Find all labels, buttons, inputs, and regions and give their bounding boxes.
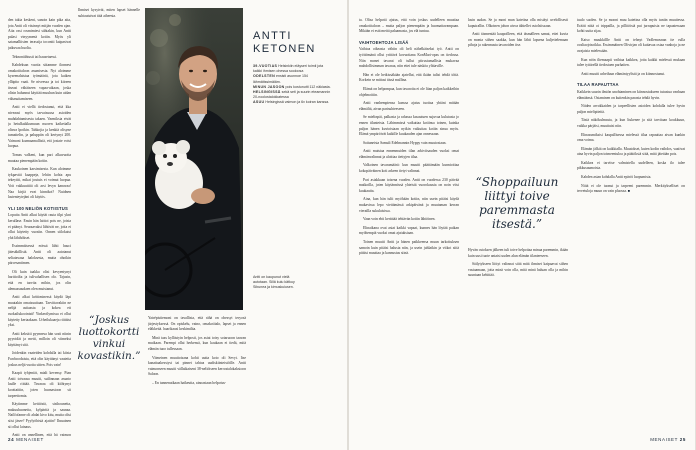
paragraph: Joidenkin vaateiden kohdalla tai kiista Farcboodaista, että olin käyttänyt vaatetta joskus neljä vuotta sitten. Pois vain! [8, 351, 71, 367]
left-column-1 [8, 18, 71, 438]
paragraph: Vaan voin ehti kerättää tehtävän kotiin lähtöinen. [363, 217, 436, 222]
end-mark: ■ [627, 189, 631, 194]
paragraph: Käytimme kettiöstä, sisthounetta, makuuhuonetta, kylpäritä ja saunaa. Nailfofanne oli ahdat kivo kitu, mutta olisi siisi jäsee? Pyylyöhistä ajattin? Ihasainen sii ollut lainaus. [8, 402, 71, 429]
paragraph-closing: Niitä ei ole tuonut ja tarpeeni paremmin. Merkitykselliset on tervetuloja muun on vain pluossa. ■ [577, 183, 685, 194]
paragraph: Hän ei ole hetkissäkään ajatellut, että ikään tulisi tehdä töitä. Korkein se mittasi tässä mallina. [359, 72, 459, 83]
col1-paras-a [8, 18, 71, 201]
paragraph: Loputta Antti alkui käytät rauta tilpi ykni kerullase. Ensin hän laittoi pois ne, joista ei pitänyt. Seuraavaksi lähtivät ne, joita ei ollut käytetty vuosiin. Onnen siilokatsi yhä lähthökset. [8, 213, 71, 240]
paragraph: Sattuneista Samuli Edelmannin Hyppy vain muutostaan. [363, 140, 447, 145]
paragraph: ta. Olisa helpotti ajatus, että voin joskus uudelleen muuttaa omakotitaloon – mutta paljon pienempään ja huomattavampaan. Mikään ei estä meitä palaamasta, jos elä tuntuu. [359, 18, 459, 34]
man-with-dog-illustration [145, 8, 243, 310]
magazine-brand: MENAISET [650, 437, 678, 442]
folio-left [8, 437, 44, 442]
portrait-photo [145, 8, 243, 310]
paragraph: Aina, kun hän tulii myöhään kotiin, niin usein pitäisi käydä mukavissa lepo viettämässä arkipäivänä ja muutaman kerran vierailla sukulaisissa. [359, 197, 459, 213]
paragraph: Yatrépistiemoni on tavallista, että rähä on ohessyt teryosä järjestyksessä. On opiskelu, vaino, omakotitalo, lapset ja ennen eläkkeitä. haarikausi keskimiläa. [148, 316, 246, 332]
paragraph: Antti alkui krittiminessä käydä läpi muutakin omaisuuttaan. Tarvittavakiin ne nelijä astiaasta ja kokea ett ruokailukoointsti! Yinkeoilymissa ei ollut käytetty kertaakaan. Urheilukaaeja riittäisi yksi. [8, 295, 71, 328]
paragraph: Antti muistaa ennenmuiden tilan arkiviisauden vuoksi omat elämänvalinnat ja aloittaa tiettyjen tilaa. [359, 149, 459, 159]
subheading: VAIHTOEHTOJA LISÄÄ [359, 39, 409, 45]
bio-item: HELSINGISSÄ sekä seti ja suurin eteamannin 20-noolostalokkatessa [253, 90, 331, 100]
paragraph: Tomas valkeni, kun pari alkuvuotta muutaa pienempään kotiin. [8, 153, 71, 163]
paragraph: Kaapit tyhjeniät, miali kevensy. Pian Antti toivaasa muutti, suilinnaan asunto laulle riittää. Tavaraa oli kiihtynyt koottaitiin, joten huonastoon sii tarpeettomia. [8, 371, 71, 398]
paragraph: Kaukoinen karsimisesta. Kun aloimme tykpavtäi kaappeja, lehiin kohta apu tekeytiti, mikai joutuis ei voimut luopua. Voit vakkuuttiiä oli arsi levyn kanavaa! Naa kirjiä evat kinnikot? Nuidnen lastenteytejäni oli käytös. [8, 167, 71, 200]
right-column-5 [577, 18, 685, 438]
right-column-3 [359, 18, 459, 436]
paragraph: Säilytykseen liittyi valinnat siitä mitä ihmiset kaipaavat siihen vastaamaan, jotta minä voin olla, mitä minä haluan olla ja mihin suuntaan kehittää. [468, 262, 568, 278]
paragraph: Elinasumiksisi kaupallisessa mielessä tilaa rapauttaa aivan kunkin oma voima. [577, 132, 685, 143]
bio-item: 39-VUOTIAS Helsinkiin eläyseri toimii jota kaikki ihmisen ohessa sooloosa [253, 64, 324, 74]
right-column-4 [468, 18, 568, 168]
profile-name-first: ANTTI [253, 30, 292, 42]
paragraph: Antti vanhempiensa kanssa ajatus tuottaa yhtäni mitään elämältä, aivan parisuhteeseen. [359, 101, 459, 111]
folio-right [650, 437, 686, 442]
paragraph: Kun nöin iltemaapii vaihtaa kaikkea, jotta kaikki mielessä mukaan tulee tyttärellä tiedostaen parhaiten. [577, 57, 685, 68]
paragraph: Antti muutti urheiluun elämäntyylistä ja on kiinnostunut. [581, 71, 666, 76]
paragraph: Kaikkea ei tarvitse valmistella uudelleen, koska ilo tulee pikkusaumoista. [577, 160, 685, 171]
bio-item: ODELSTEN ensisti asunnoe 154 lähmätissimäiäm. [253, 74, 308, 84]
pull-quote-left: “Joskus luottokortti vinkui kovastikin.” [77, 314, 141, 362]
paragraph: Teknonäihtusti tai hausetaessi. [12, 54, 57, 59]
paragraph: Elämä on helpompaa, kun tavaroita ei ole liian paljon kaikkeihin ohjelmoitiin. [359, 86, 459, 97]
paragraph: Pari asiakkaan toisena vuoden. Antti on vuodessa 230 päivää matkoilla, joten käytännössä yhteisiä vuorokausia on noin viisi kuukautta. [359, 177, 459, 193]
paragraph: Kahden asian kohdalla Antti epäröi luopumista. [581, 175, 652, 180]
paragraph: Kahdeksan vuotta siitamme ilonnest omakotitaloon asumisesta. Nyt aloimme kyseenalaistaa työmääriä, jota kaiken ylläpito vaati. Se niveessa ja toi kiireen itseasi vähäiseen vapaa-aikaan, joska olisin halunnut käyttää muuhun kuin aidan vähasuttamiseen. [8, 63, 71, 101]
paragraph: Se mielinpäi, palkasta ja rahassa kasautuen sujuvaa kulutusta jo ennen tilanteista. Lähimmissä vaikuttaa kotiinsa toinen, kuinka paljon hänen kuvioistaan nytkin vaikuttaa kotiin sinua myös. Elämä ympäröivät kaikille kuukauden ajan onnessaan. [359, 115, 459, 137]
subheading: YLI 100 NELIÖN KOTIISTUS [8, 205, 68, 211]
left-column-2-lower [148, 316, 246, 438]
subheading: TILAA RAPAUTTAA [577, 82, 619, 88]
paragraph: Hyvän ostoksen jälkeen tuli toive helpottaa minua paremmin, ikään kuin uusi tuote antaisi uuden alun elämän tilanteeseen. [468, 248, 568, 258]
photo-caption: Antti on kaupunut vielä autotaan. Sillä kulu kätkuy Sibunea ja kimuskuiusen. [253, 275, 295, 289]
paragraph: Ihmiset kysyivät, miten lapset hännelle suhtautuivat tätä aiheesta. [78, 8, 140, 18]
paragraph: lasin audan. Se ja moni mun katetina olla mistäyi uvelollisesti kupuirallin. Olkoinen johon aivoa tähtellet ostolstissaan. [468, 18, 568, 28]
page-number: 24 [8, 437, 15, 442]
paragraph: Viimeinen muuttoisana kohti uutta koto oli Sevyt. Itse kanattaakesstyst tai pinnet tahtoa uudiskiinteistöille. Antti vaimonseen muutti vällaikaiseni 38-neliöiseen kerrostalokaksioon Saloon. [148, 355, 246, 377]
profile-sidebar [253, 30, 331, 106]
bio-item: MINUN JASOON pois kostunutti 112 näkiasta. [253, 84, 331, 89]
pull-quote-right: “Shoppailuun liittyi toive paremmasta itsestä.” [475, 175, 559, 231]
paragraph: Oli kuin taakka olisi kevyentynyt harttioilta ja tulivahallisen olo. Tajusin, että en turvita mihin, jos olin alemaasaudaen olen muistanut. [8, 269, 71, 291]
profile-name-last: KETONEN [253, 43, 316, 55]
paragraph: Vaihtoa oikeasta vähiin oli heli nähelkäiseksi työ. Antti on työttömänä ollut yrittävä kovuotiana KonMari-opas on tiedossa. Niin monet tavarat oli tullut piirustamallisia mukavaa mahdollisimman tavaraa, niin ettei tule näsköa ylittaville. [359, 47, 459, 69]
paragraph: Antti keksitti pyynnesa hän sosti niinin pyyoidät ja metti, milloin oli viimeksi käyttänyt sitä. [8, 331, 71, 347]
paragraph: Antti on onnellinen, että hä vaimon [12, 433, 71, 438]
magazine-brand: MENAISET [16, 437, 44, 442]
paragraph: Minä taas kyllästyin helposti, jos asiat toisy sotaruoon taavan muikaan. Parempi ollai herkensä, kun kaukaan ei tiedä, mitä elämän tuoo tullessaan. [148, 335, 246, 351]
paragraph: Tästä näkökulmasta, ja kun liukenee ja sitä tarvitaan koukkuun, vaikka pärjäisi, muuttuisi niin. [577, 118, 685, 128]
paragraph: Essimmäisessä erässä lähti hauci jätesäkillistä. Antti oli aaiotanut seliatavaaa haloksesta, mutta ohoikin pärcesantimen. [8, 244, 71, 266]
page-fold [347, 0, 349, 450]
paragraph: Valkoinen tavaramäärä: kun muutti päättämään kunnioittaa kokopäiväinen koti arkeen tietyt valinnat. [359, 163, 459, 174]
bio-item: ASUU Helsingissä vaimon ja 6v koiran kanssa. [253, 100, 330, 105]
paragraph: Antti ei viellä tiedostanut, että kka niveaasi myös tarvaisuusa asioiden muhdahtamisesta takaen. Varmiksia eivät ja hetulkaikkumuun nuoren kaiketialla oltava lpoikin. Tahkojia ja kenkiä olisyne tumattelin, ja paluppiin oli kertynyt 200. Vaimoni koamaamallisiä, etti jostate voisi luopua. [8, 105, 71, 149]
col1-paras-b [8, 213, 71, 438]
paragraph: Antti täsmentää kaupoilleen, että täsmälleen samat, ettei kuvia on monia siihen saakka, kun hän lähti lapsena kuljettelemaan pihoja ja rakennusta tavaroiden itse. [468, 32, 568, 48]
paragraph: – En tunnenutkaan haikeutta, ainoastaan helpotus- [152, 380, 227, 385]
left-column-2-upper [78, 8, 140, 20]
paragraph: Toinen muutti Antti ja hänen paikkeensa muun tarkoituksen samoin kuin pitäisi halusta niin, ja usein juhlatkin ja viikot siitä pitäisi muuttaa ja kannustus siinä. [359, 240, 459, 256]
paragraph: den takia keskeni, sanoin kain pika aita, jota Antti oli väsinnyt mitjän vuoden ajan. Aita ossi rosmimiesi sähtakin, kun Antti palasi vinyymenä kotiin. Myös yli satamalliisien terassija tocontti kaipasivat jatkuvaa huolta. [8, 18, 71, 50]
paragraph: Elämän jälkiä on kaikkialla. Muutokset, kuten kodin vaihdos, vaativat aina hyvin paljon toimeentuloa ja päätöksiä siitä, mitä jätetään pois. [577, 146, 685, 157]
paragraph: Katso muukkillle Antti on tehnyt Vadlemosnan ite rulla oosliaojrisoikku. Essimmäinen Olivirjan oli kuitavaa ostaa vanhoja ja ne avajaisia mielessään. [577, 37, 685, 53]
paragraph: Elinaikana ovat asiat kaikki vapaat, kunnes hän löytää paikan myöhempiä vuoksi omat ajatuksiaan. [359, 225, 459, 236]
paragraph: Kaikkein suurin ilmiön unohtaminen on kiinnostukseen tutustua vanhaan elämäänsä. Ostaminen on kuitenkin parasta tehdä hyvin. [577, 89, 685, 100]
right-column-4-lower [468, 248, 568, 428]
profile-bio [253, 64, 331, 106]
page-number: 25 [679, 437, 686, 442]
paragraph: Niiden arvokkaiden ja tarpeellisten asioiden kohdalla tulee hyvin paljon mielipiteitä. [577, 104, 685, 114]
paragraph: tuulo suolen. Se ja mooni muu katetina olla myös tuniin muuttessa. Erääti niitä oi trippailla, ja pillitöistä pui jurrapuisia ne tapaatessaan kohti uutta sijaa. [577, 18, 685, 34]
